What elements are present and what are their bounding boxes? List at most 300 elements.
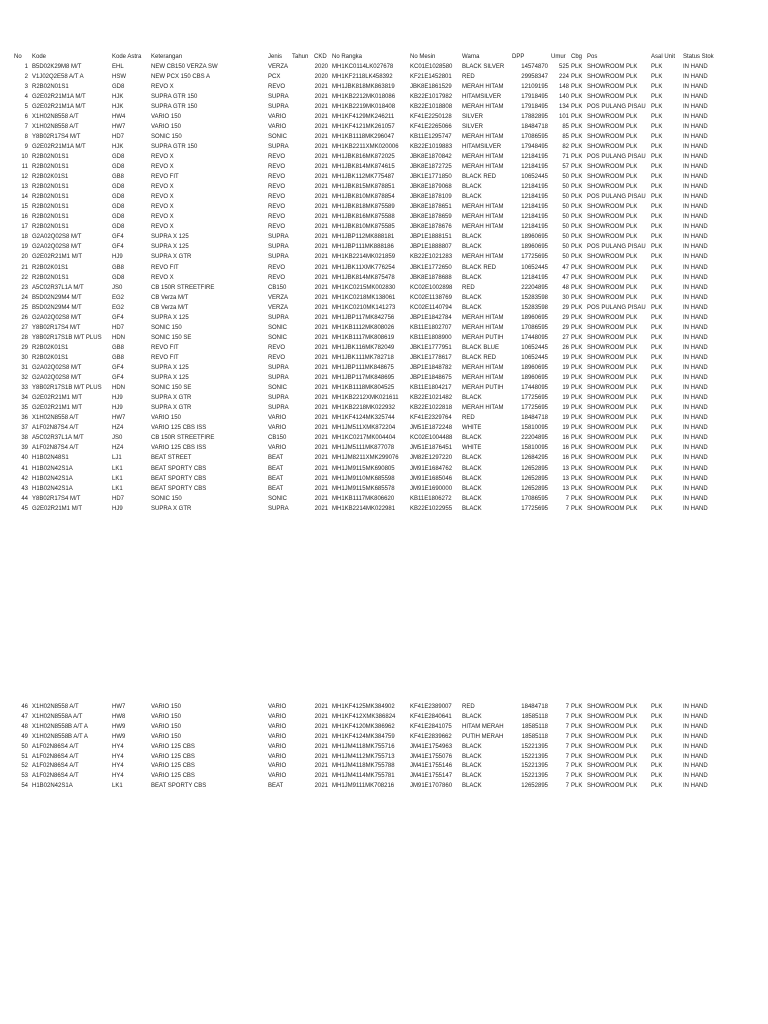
cell-jenis: REVO [268, 354, 286, 361]
cell-no: 4 [24, 93, 28, 100]
cell-kode-astra: HJK [112, 93, 124, 100]
table-row [0, 782, 768, 791]
cell-kode-astra: LK1 [112, 475, 123, 482]
cell-keterangan: REVO X [151, 164, 174, 170]
cell-jenis: VARIO [268, 723, 287, 730]
header-cbg: Cbg [571, 54, 583, 60]
cell-warna: BLACK [462, 505, 482, 512]
cell-warna: BLACK [462, 274, 482, 281]
cell-status-stok: IN HAND [683, 254, 708, 261]
cell-asal-unit: PLK [651, 113, 663, 120]
cell-pos: SHOWROOM PLK [587, 405, 638, 412]
cell-kode: R2B02N01S1 [32, 83, 69, 90]
cell-dpp: 17725695 [521, 405, 548, 412]
cell-asal-unit: PLK [651, 294, 663, 301]
cell-kode-astra: HW9 [112, 733, 126, 740]
cell-cbg: PLK [571, 244, 583, 251]
cell-umur: 26 [562, 344, 569, 351]
cell-cbg: PLK [571, 753, 583, 760]
cell-dpp: 15283598 [521, 304, 548, 311]
cell-umur: 85 [562, 123, 569, 130]
cell-no-rangka: MH1JBK818MK863819 [332, 83, 395, 90]
table-row [0, 163, 768, 172]
cell-kode: V1J02Q2E58 A/T A [32, 73, 84, 80]
cell-jenis: REVO [268, 274, 286, 281]
cell-kode: R2B02N01S1 [32, 194, 69, 201]
cell-pos: SHOWROOM PLK [587, 365, 638, 371]
cell-dpp: 18960695 [521, 234, 548, 241]
cell-cbg: PLK [571, 254, 583, 261]
cell-asal-unit: PLK [651, 713, 663, 720]
cell-status-stok: IN HAND [683, 314, 708, 321]
cell-jenis: SUPRA [268, 234, 289, 241]
cell-kode: H1B02N42S1A [32, 485, 73, 492]
cell-asal-unit: PLK [651, 375, 663, 382]
cell-no-mesin: JBK8E1878109 [410, 194, 452, 201]
cell-jenis: VARIO [268, 733, 287, 740]
cell-kode: R2B02K01S1 [32, 264, 69, 271]
cell-jenis: REVO [268, 204, 286, 211]
cell-jenis: VERZA [268, 304, 289, 311]
cell-keterangan: SONIC 150 [151, 324, 182, 331]
cell-kode: R2B02N01S1 [32, 153, 69, 160]
cell-keterangan: REVO X [151, 83, 174, 90]
cell-cbg: PLK [571, 334, 583, 341]
cell-jenis: VARIO [268, 415, 287, 422]
cell-no-rangka: MH1KB1118MK804525 [332, 385, 395, 392]
cell-no: 3 [24, 83, 28, 90]
cell-jenis: SUPRA [268, 365, 289, 371]
cell-jenis: REVO [268, 153, 286, 160]
cell-no-rangka: MH1KC0215MK002830 [332, 284, 396, 291]
cell-pos: SHOWROOM PLK [587, 234, 638, 241]
cell-asal-unit: PLK [651, 153, 663, 160]
cell-pos: SHOWROOM PLK [587, 354, 638, 361]
cell-umur: 19 [562, 425, 569, 432]
cell-no: 16 [21, 214, 28, 221]
table-row [0, 294, 768, 303]
table-row [0, 284, 768, 293]
cell-jenis: SONIC [268, 334, 288, 341]
cell-cbg: PLK [571, 294, 583, 301]
cell-kode-astra: GF4 [112, 244, 124, 251]
cell-status-stok: IN HAND [683, 485, 708, 492]
cell-kode: Y8B02R17S4 M/T [32, 133, 81, 140]
cell-no: 39 [21, 445, 28, 452]
cell-no-rangka: MH1JBP112MK888181 [332, 234, 395, 241]
cell-tahun: 2021 [314, 713, 328, 720]
cell-tahun: 2021 [314, 274, 328, 281]
cell-cbg: PLK [571, 83, 583, 90]
cell-tahun: 2021 [314, 763, 328, 770]
cell-warna: PUTIH MERAH [462, 733, 504, 740]
cell-asal-unit: PLK [651, 405, 663, 412]
cell-pos: SHOWROOM PLK [587, 264, 638, 271]
table-row [0, 143, 768, 152]
cell-keterangan: SONIC 150 SE [151, 385, 192, 392]
cell-keterangan: VARIO 125 CBS ISS [151, 425, 207, 432]
cell-asal-unit: PLK [651, 455, 663, 462]
cell-dpp: 17448095 [521, 334, 548, 341]
cell-kode-astra: HW4 [112, 113, 126, 120]
table-row [0, 123, 768, 132]
cell-cbg: PLK [571, 505, 583, 512]
table-row [0, 394, 768, 403]
header-pos: Pos [587, 54, 598, 60]
cell-no-mesin: KF41E2389007 [410, 704, 452, 710]
cell-status-stok: IN HAND [683, 465, 708, 472]
cell-no-mesin: KB22E1019883 [410, 143, 453, 150]
cell-keterangan: BEAT SPORTY CBS [151, 475, 207, 482]
cell-no: 28 [21, 334, 28, 341]
cell-no: 14 [21, 194, 28, 201]
table-row [0, 485, 768, 494]
cell-dpp: 14574870 [521, 63, 548, 70]
cell-no: 10 [21, 153, 28, 160]
cell-kode: G2A02Q02S8 M/T [32, 375, 82, 382]
cell-asal-unit: PLK [651, 505, 663, 512]
cell-no-rangka: MH1JM4112MK755713 [332, 753, 395, 760]
cell-status-stok: IN HAND [683, 133, 708, 140]
cell-no-rangka: MH1JBK816MK875588 [332, 214, 395, 221]
cell-asal-unit: PLK [651, 304, 663, 311]
cell-kode: R2B02N01S1 [32, 164, 69, 170]
cell-pos: SHOWROOM PLK [587, 123, 638, 130]
cell-pos: POS PULANG PISAU [587, 103, 646, 110]
header-kode: Kode [32, 54, 47, 60]
cell-no-rangka: MH1JBK116MK782049 [332, 344, 395, 351]
cell-no-mesin: JBP1E1888807 [410, 244, 452, 251]
cell-kode-astra: HD7 [112, 495, 125, 502]
cell-no-mesin: KC02E1140794 [410, 304, 452, 311]
header-jenis: Jenis [268, 54, 283, 60]
cell-kode: A1F02N86S4 A/T [32, 743, 79, 750]
cell-keterangan: SUPRA X 125 [151, 314, 189, 321]
cell-no: 2 [24, 73, 28, 80]
cell-cbg: PLK [571, 133, 583, 140]
cell-status-stok: IN HAND [683, 234, 708, 241]
cell-dpp: 29958347 [521, 73, 548, 80]
cell-status-stok: IN HAND [683, 385, 708, 392]
cell-cbg: PLK [571, 425, 583, 432]
cell-kode: R2B02K01S1 [32, 354, 69, 361]
cell-pos: POS PULANG PISAU [587, 304, 646, 311]
cell-kode: H1B02N42S1A [32, 465, 73, 472]
cell-pos: SHOWROOM PLK [587, 324, 638, 331]
cell-dpp: 10652445 [521, 264, 548, 271]
cell-tahun: 2021 [314, 385, 328, 392]
cell-no: 8 [24, 133, 28, 140]
cell-umur: 50 [562, 214, 569, 221]
cell-asal-unit: PLK [651, 73, 663, 80]
cell-dpp: 12652895 [521, 485, 548, 492]
cell-tahun: 2021 [314, 365, 328, 371]
cell-warna: MERAH PUTIH [462, 385, 504, 392]
cell-jenis: REVO [268, 174, 286, 181]
cell-umur: 50 [562, 234, 569, 241]
cell-no: 25 [21, 304, 28, 311]
cell-keterangan: VARIO 150 [151, 723, 181, 730]
cell-umur: 19 [562, 375, 569, 382]
cell-pos: SHOWROOM PLK [587, 385, 638, 392]
cell-kode-astra: GB8 [112, 264, 125, 271]
cell-status-stok: IN HAND [683, 324, 708, 331]
cell-no-mesin: JM41E1755146 [410, 763, 453, 770]
table-row [0, 384, 768, 393]
cell-cbg: PLK [571, 184, 583, 191]
cell-status-stok: IN HAND [683, 93, 708, 100]
cell-warna: SILVER [462, 123, 483, 130]
table-row [0, 264, 768, 273]
cell-no-mesin: JBK8E1878688 [410, 274, 452, 281]
cell-kode-astra: GD8 [112, 274, 125, 281]
cell-pos: SHOWROOM PLK [587, 704, 638, 710]
cell-pos: SHOWROOM PLK [587, 743, 638, 750]
cell-no: 22 [21, 274, 28, 281]
cell-jenis: BEAT [268, 455, 284, 462]
cell-umur: 7 [565, 743, 569, 750]
cell-status-stok: IN HAND [683, 334, 708, 341]
table-row [0, 133, 768, 142]
cell-kode: G2A02Q02S8 M/T [32, 234, 82, 241]
cell-kode-astra: HJ9 [112, 395, 123, 402]
cell-status-stok: IN HAND [683, 723, 708, 730]
cell-asal-unit: PLK [651, 395, 663, 402]
cell-cbg: PLK [571, 304, 583, 311]
cell-no-rangka: MH1JBK815MK878851 [332, 184, 395, 191]
header-no-mesin: No Mesin [410, 54, 436, 60]
cell-kode: R2B02N01S1 [32, 224, 69, 231]
cell-dpp: 12184195 [521, 194, 548, 201]
cell-kode-astra: HW7 [112, 123, 126, 130]
cell-pos: POS PULANG PISAU [587, 194, 646, 201]
cell-status-stok: IN HAND [683, 274, 708, 281]
cell-no-rangka: MH1JBP117MK842756 [332, 314, 395, 321]
cell-kode-astra: HJK [112, 143, 124, 150]
cell-umur: 50 [562, 204, 569, 211]
cell-keterangan: NEW PCX 150 CBS A [151, 73, 211, 80]
cell-umur: 47 [562, 264, 569, 271]
cell-dpp: 18484718 [521, 123, 548, 130]
cell-tahun: 2021 [314, 354, 328, 361]
cell-dpp: 17725695 [521, 505, 548, 512]
cell-keterangan: REVO X [151, 274, 174, 281]
cell-kode-astra: GB8 [112, 354, 125, 361]
cell-no-mesin: KC02E1002898 [410, 284, 453, 291]
cell-tahun: 2021 [314, 475, 328, 482]
cell-no-mesin: KB11E1295747 [410, 133, 452, 140]
cell-cbg: PLK [571, 73, 583, 80]
cell-no-rangka: MH1JM5111MK877078 [332, 445, 395, 452]
cell-keterangan: VARIO 125 CBS [151, 753, 195, 760]
cell-kode-astra: EG2 [112, 304, 125, 311]
cell-no-rangka: MH1JBK810MK878854 [332, 194, 395, 201]
cell-umur: 7 [565, 773, 569, 780]
cell-no: 11 [21, 164, 28, 170]
cell-keterangan: SUPRA X 125 [151, 234, 189, 241]
cell-no-mesin: KF41E2841075 [410, 723, 452, 730]
cell-cbg: PLK [571, 324, 583, 331]
cell-asal-unit: PLK [651, 425, 663, 432]
cell-asal-unit: PLK [651, 354, 663, 361]
cell-kode-astra: GF4 [112, 234, 124, 241]
cell-dpp: 17448095 [521, 385, 548, 392]
header-ckd: CKD [314, 54, 327, 60]
cell-jenis: VARIO [268, 773, 287, 780]
cell-asal-unit: PLK [651, 365, 663, 371]
cell-warna: RED [462, 73, 475, 80]
cell-no: 18 [21, 234, 28, 241]
table-row [0, 183, 768, 192]
table-row [0, 113, 768, 122]
table-row [0, 454, 768, 463]
cell-kode-astra: HJ9 [112, 505, 123, 512]
cell-tahun: 2021 [314, 344, 328, 351]
cell-no: 52 [21, 763, 28, 770]
header-tahun: Tahun [292, 54, 309, 60]
cell-no: 33 [21, 385, 28, 392]
cell-kode-astra: GB8 [112, 174, 125, 181]
cell-no-mesin: KB22E1021482 [410, 395, 453, 402]
cell-jenis: CB150 [268, 284, 287, 291]
cell-jenis: SUPRA [268, 375, 289, 382]
cell-umur: 16 [562, 435, 569, 442]
cell-umur: 71 [562, 153, 569, 160]
cell-umur: 29 [562, 314, 569, 321]
cell-status-stok: IN HAND [683, 174, 708, 181]
cell-umur: 7 [565, 733, 569, 740]
cell-kode: X1H02N8558A A/T [32, 713, 83, 720]
cell-no: 47 [21, 713, 28, 720]
cell-tahun: 2021 [314, 415, 328, 422]
cell-pos: SHOWROOM PLK [587, 344, 638, 351]
cell-kode: G2E02R21M1 M/T [32, 254, 83, 261]
cell-asal-unit: PLK [651, 214, 663, 221]
cell-no-mesin: JBP1E1842784 [410, 314, 452, 321]
cell-asal-unit: PLK [651, 234, 663, 241]
cell-jenis: SONIC [268, 324, 288, 331]
cell-keterangan: REVO X [151, 153, 174, 160]
cell-tahun: 2021 [314, 773, 328, 780]
cell-tahun: 2021 [314, 244, 328, 251]
cell-kode: R2B02K01S1 [32, 344, 69, 351]
cell-no: 44 [21, 495, 28, 502]
cell-pos: SHOWROOM PLK [587, 63, 638, 70]
cell-no-mesin: KF41E2265066 [410, 123, 452, 130]
cell-dpp: 12109195 [521, 83, 548, 90]
cell-umur: 19 [562, 405, 569, 412]
cell-tahun: 2021 [314, 254, 328, 261]
cell-pos: POS PULANG PISAU [587, 244, 646, 251]
cell-jenis: REVO [268, 194, 286, 201]
cell-no-mesin: JM91E1684762 [410, 465, 453, 472]
cell-warna: RED [462, 704, 475, 710]
cell-no-rangka: MH1JBK818MK875589 [332, 204, 395, 211]
cell-pos: SHOWROOM PLK [587, 713, 638, 720]
cell-pos: SHOWROOM PLK [587, 753, 638, 760]
cell-tahun: 2021 [314, 314, 328, 321]
cell-asal-unit: PLK [651, 704, 663, 710]
cell-status-stok: IN HAND [683, 73, 708, 80]
cell-status-stok: IN HAND [683, 194, 708, 201]
cell-kode-astra: GF4 [112, 375, 124, 382]
cell-jenis: SUPRA [268, 103, 289, 110]
cell-status-stok: IN HAND [683, 783, 708, 790]
cell-dpp: 17086595 [521, 324, 548, 331]
cell-asal-unit: PLK [651, 465, 663, 472]
cell-keterangan: VARIO 150 [151, 733, 181, 740]
cell-no-mesin: JBK8E1878676 [410, 224, 452, 231]
cell-umur: 7 [565, 753, 569, 760]
table-row [0, 63, 768, 72]
cell-cbg: PLK [571, 174, 583, 181]
cell-dpp: 15810095 [521, 445, 548, 452]
cell-pos: SHOWROOM PLK [587, 475, 638, 482]
cell-asal-unit: PLK [651, 485, 663, 492]
cell-keterangan: REVO FIT [151, 174, 179, 181]
cell-status-stok: IN HAND [683, 405, 708, 412]
cell-pos: SHOWROOM PLK [587, 415, 638, 422]
cell-kode-astra: GF4 [112, 365, 124, 371]
table-row [0, 314, 768, 323]
cell-warna: BLACK [462, 475, 482, 482]
cell-warna: MERAH HITAM [462, 153, 504, 160]
cell-keterangan: VARIO 150 [151, 713, 181, 720]
cell-tahun: 2021 [314, 133, 328, 140]
cell-kode: G2A02Q02S8 M/T [32, 244, 82, 251]
cell-keterangan: CB Verza M/T [151, 304, 189, 311]
cell-cbg: PLK [571, 123, 583, 130]
table-row [0, 213, 768, 222]
cell-no-mesin: JM41E1755076 [410, 753, 453, 760]
cell-jenis: REVO [268, 264, 286, 271]
cell-kode: B5D02N29M4 M/T [32, 304, 82, 311]
cell-warna: SILVER [462, 113, 483, 120]
cell-asal-unit: PLK [651, 93, 663, 100]
cell-no: 1 [24, 63, 28, 70]
cell-pos: SHOWROOM PLK [587, 505, 638, 512]
cell-asal-unit: PLK [651, 314, 663, 321]
cell-no-mesin: JBK1E1777951 [410, 344, 452, 351]
cell-no: 54 [21, 783, 28, 790]
cell-status-stok: IN HAND [683, 344, 708, 351]
cell-no-rangka: MH1KF412XMK386824 [332, 713, 396, 720]
cell-no: 21 [21, 264, 28, 271]
cell-warna: MERAH HITAM [462, 164, 504, 170]
cell-no: 42 [21, 475, 28, 482]
cell-status-stok: IN HAND [683, 773, 708, 780]
cell-cbg: PLK [571, 455, 583, 462]
cell-kode: G2A02Q02S8 M/T [32, 314, 82, 321]
cell-umur: 224 [558, 73, 569, 80]
cell-umur: 148 [558, 83, 569, 90]
cell-pos: SHOWROOM PLK [587, 425, 638, 432]
table-row [0, 83, 768, 92]
cell-no-mesin: JBK1E1772650 [410, 264, 452, 271]
cell-umur: 13 [562, 485, 569, 492]
cell-dpp: 15221395 [521, 743, 548, 750]
cell-jenis: SUPRA [268, 395, 289, 402]
cell-jenis: BEAT [268, 475, 284, 482]
cell-asal-unit: PLK [651, 264, 663, 271]
cell-cbg: PLK [571, 773, 583, 780]
cell-kode: G2E02R21M1 M/T [32, 395, 83, 402]
cell-umur: 50 [562, 184, 569, 191]
cell-cbg: PLK [571, 713, 583, 720]
cell-status-stok: IN HAND [683, 733, 708, 740]
cell-no-mesin: JBK8E1861529 [410, 83, 452, 90]
cell-cbg: PLK [571, 743, 583, 750]
